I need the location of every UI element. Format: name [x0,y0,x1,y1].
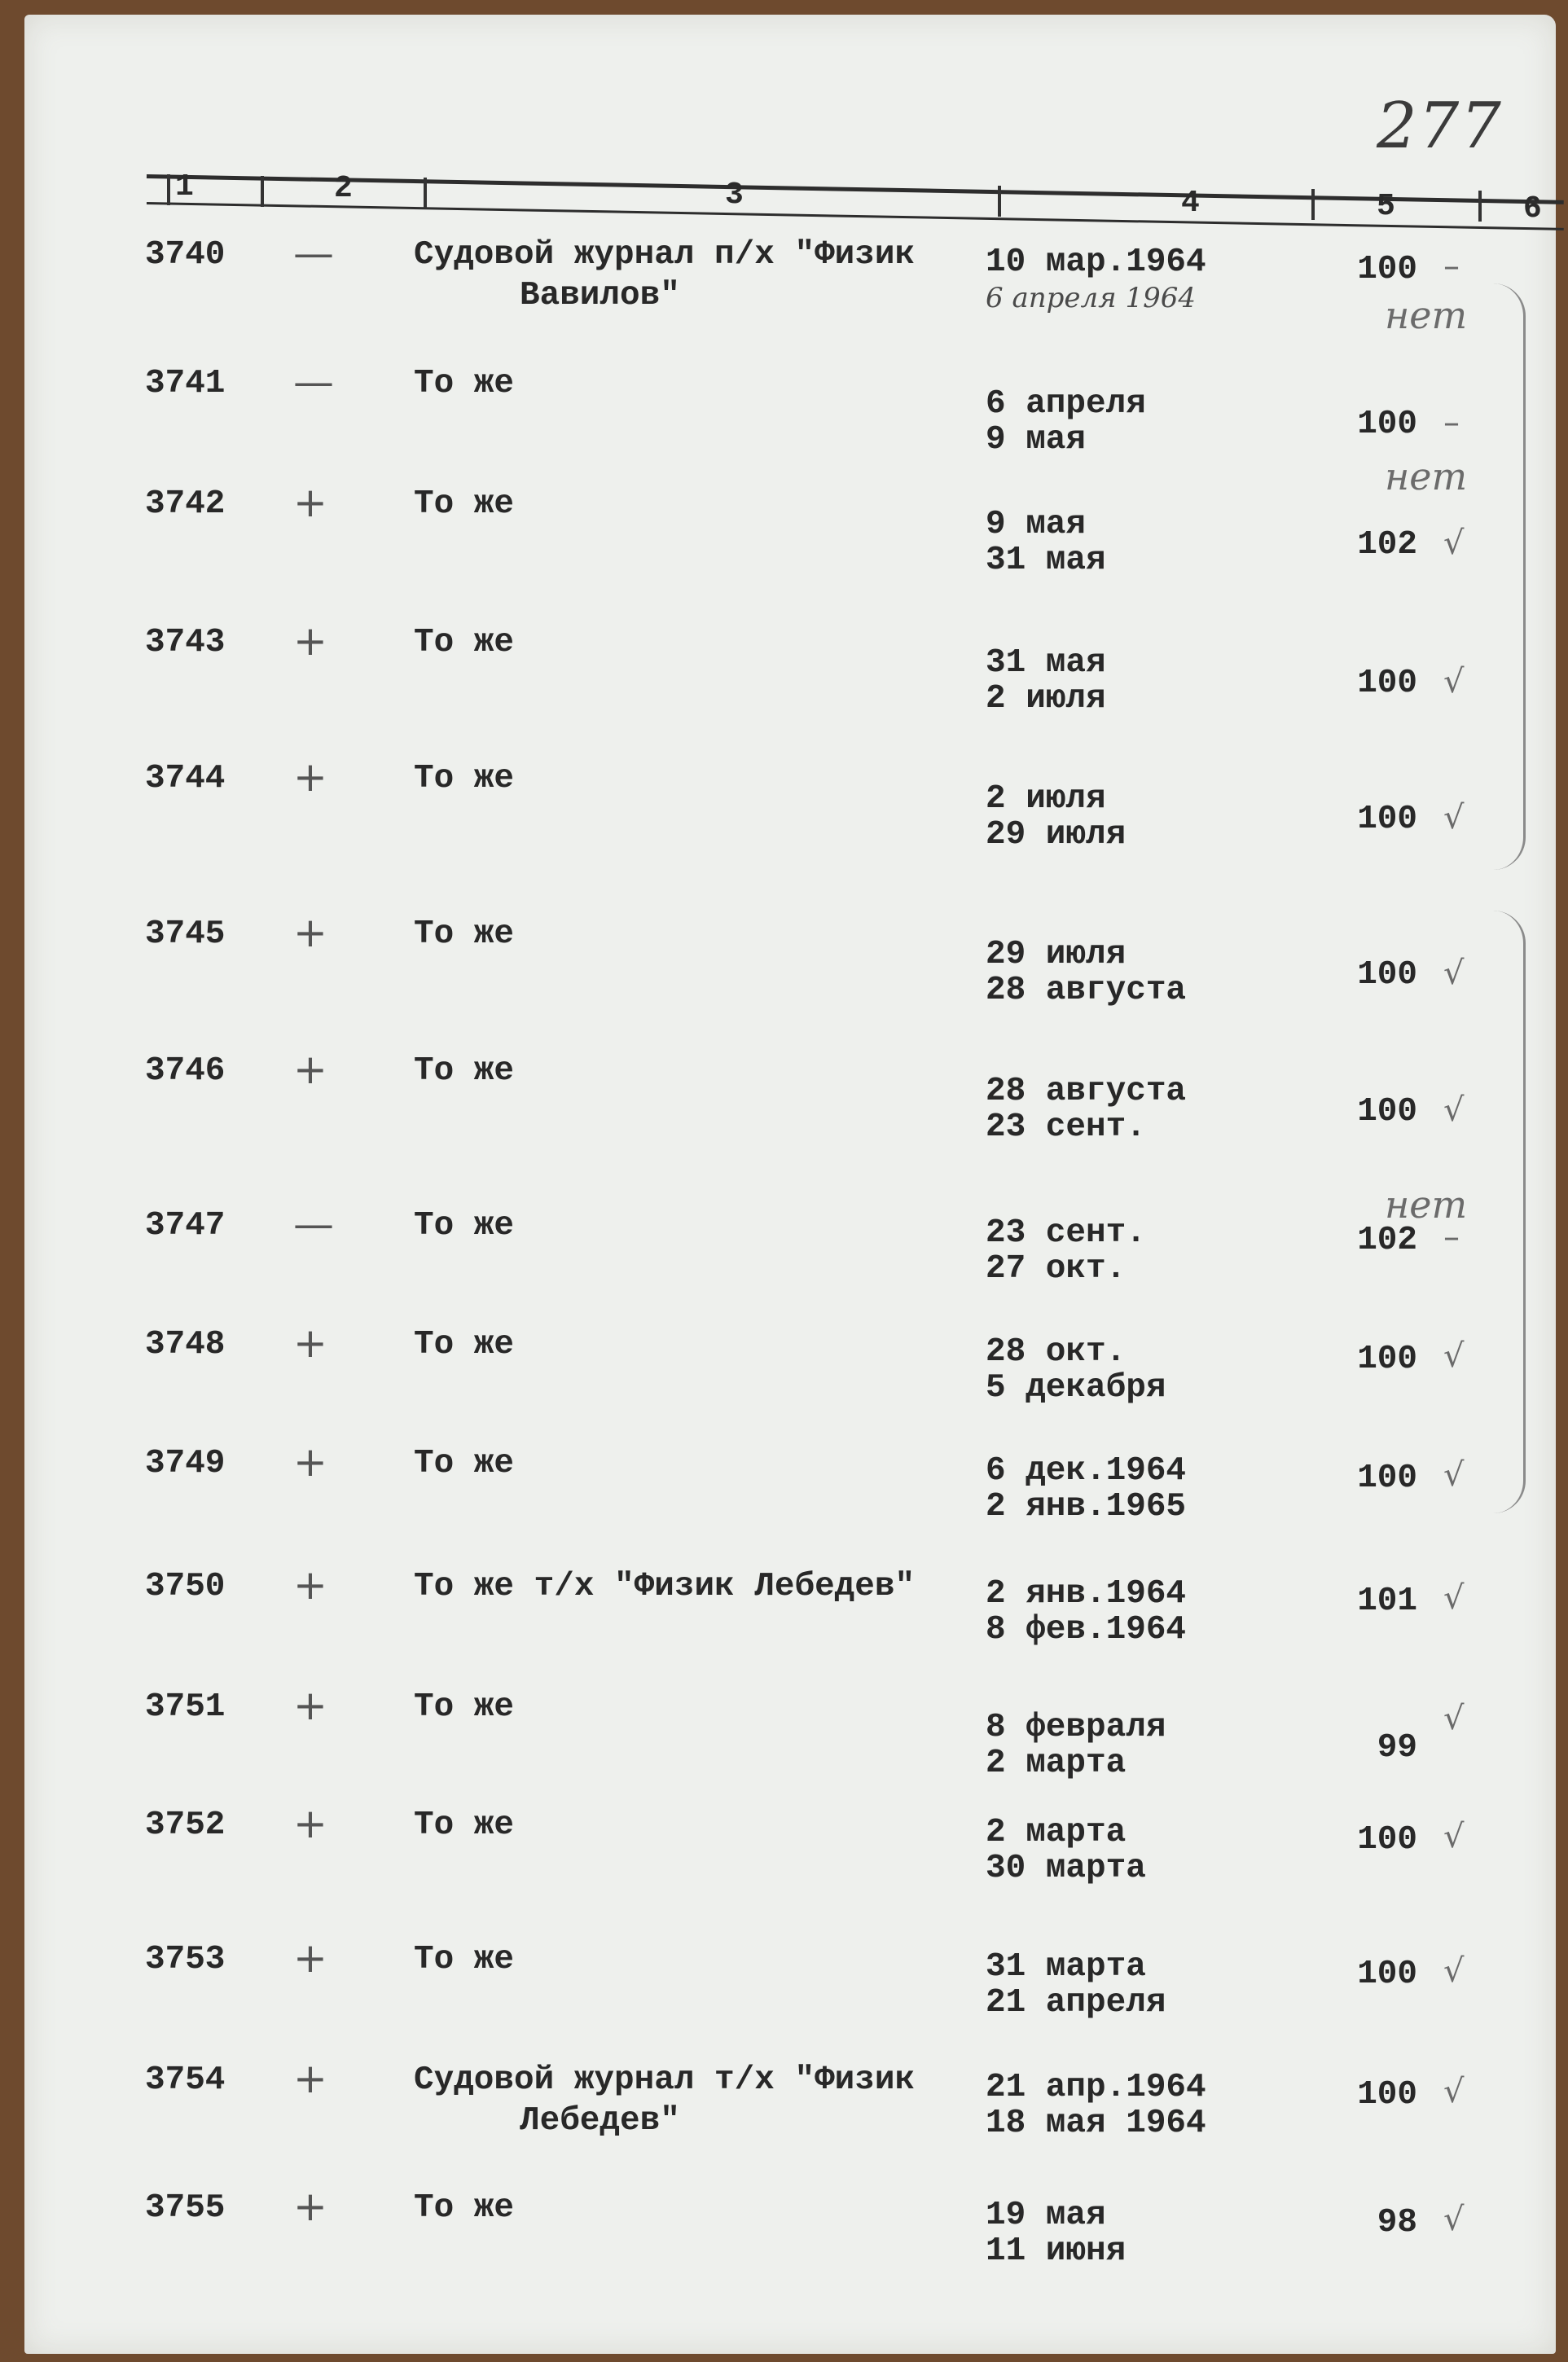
item-dates [986,1949,1166,2021]
date-end: 18 мая 1964 [986,2105,1206,2142]
item-title-line1: Судовой журнал т/х "Физик [414,2061,916,2099]
handwritten-note: нет [1385,1183,1468,1227]
date-start: 21 апр.1964 [986,2069,1206,2106]
date-start: 2 марта [986,1814,1127,1851]
sheet-count: 101 [1357,1583,1417,1620]
sheet-count: 100 [1357,406,1417,443]
check-mark: √ [1443,1337,1465,1375]
item-title [414,365,514,402]
handwritten-note: нет [1385,293,1468,337]
item-dates [986,1815,1146,1886]
item-number: 3745 [145,915,226,953]
presence-mark: + [293,2183,327,2230]
presence-mark: + [293,1800,327,1847]
item-title [414,1807,514,1844]
item-title-line1: То же [414,760,515,797]
document-page [24,15,1556,2354]
item-dates [986,1710,1166,1781]
check-mark: √ [1443,2073,1465,2110]
item-number: 3749 [145,1445,226,1482]
column-divider-tick [261,176,264,207]
presence-mark: + [293,1561,327,1609]
presence-mark: + [293,1438,327,1486]
column-header-5: 5 [1377,189,1395,224]
date-end: 6 апреля 1964 [986,282,1196,314]
check-mark: √ [1443,1091,1465,1129]
item-dates [986,1576,1186,1648]
item-title [414,2189,514,2227]
item-dates [986,937,1186,1008]
date-end: 27 окт. [986,1250,1127,1288]
item-title-line1: То же [414,365,515,402]
date-start: 9 мая [986,506,1087,543]
date-end: 29 июля [986,816,1127,854]
date-start: 2 июля [986,780,1106,818]
item-title [414,1207,514,1245]
date-start: 31 марта [986,1948,1146,1986]
item-title-line2: Вавилов" [520,277,680,314]
presence-mark: + [293,617,327,665]
date-start: 8 февраля [986,1709,1166,1746]
header-rule-top [147,174,1564,204]
column-header-1: 1 [175,169,194,204]
presence-mark: + [293,1682,327,1729]
item-title [414,915,514,953]
item-dates [986,2070,1206,2141]
date-start: 6 дек.1964 [986,1452,1187,1490]
item-number: 3741 [145,365,226,402]
presence-mark: + [293,753,327,801]
item-number: 3752 [145,1807,226,1844]
item-title [414,1052,514,1090]
date-end: 9 мая [986,421,1087,459]
item-title-line1: То же [414,1445,515,1482]
item-dates [986,1453,1186,1525]
presence-mark: — [293,1201,334,1248]
check-mark: – [1443,248,1460,285]
item-title [414,236,915,314]
sheet-count: 100 [1357,1341,1417,1378]
item-title-line1: То же [414,485,515,523]
date-start: 28 августа [986,1073,1187,1110]
check-mark: √ [1443,955,1465,992]
presence-mark: + [293,1319,327,1367]
presence-mark: + [293,2055,327,2102]
item-dates [986,1073,1186,1145]
page-number: 277 [1377,90,1503,163]
item-title-line1: То же [414,915,515,953]
check-mark: – [1443,1218,1460,1256]
item-title [414,760,514,797]
presence-mark: + [293,909,327,956]
date-start: 10 мар.1964 [986,244,1206,281]
margin-bracket-lower [1450,911,1526,1513]
sheet-count: 100 [1357,956,1417,994]
sheet-count: 100 [1357,1821,1417,1859]
date-end: 5 декабря [986,1369,1166,1407]
date-start: 19 мая [986,2197,1106,2234]
column-header-2: 2 [334,171,353,206]
item-number: 3746 [145,1052,226,1090]
date-start: 29 июля [986,936,1127,973]
sheet-count: 100 [1357,251,1417,288]
date-end: 11 июня [986,2232,1127,2270]
date-end: 30 марта [986,1850,1146,1887]
check-mark: √ [1443,1952,1465,1990]
sheet-count: 100 [1357,1093,1417,1131]
column-divider-tick [167,174,170,205]
sheet-count: 102 [1357,526,1417,564]
column-divider-tick [998,186,1001,217]
item-dates [986,1334,1166,1406]
item-dates [986,507,1106,578]
date-end: 2 марта [986,1745,1127,1782]
item-title-line1: То же т/х "Физик Лебедев" [414,1568,916,1605]
date-start: 31 мая [986,644,1106,682]
item-dates [986,386,1146,458]
check-mark: √ [1443,525,1465,562]
check-mark: – [1443,404,1460,441]
item-title-line1: То же [414,624,515,661]
item-number: 3750 [145,1568,226,1605]
item-number: 3744 [145,760,226,797]
item-title-line1: То же [414,1207,515,1245]
column-divider-tick [1478,191,1482,222]
item-title [414,485,514,523]
item-number: 3740 [145,236,226,274]
sheet-count: 98 [1377,2204,1417,2241]
item-number: 3755 [145,2189,226,2227]
item-title [414,1568,915,1605]
date-end: 21 апреля [986,1984,1166,2022]
presence-mark: + [293,1046,327,1093]
item-title-line1: То же [414,2189,515,2227]
item-dates [986,244,1206,316]
item-dates [986,781,1126,853]
header-rule-bottom [147,202,1564,230]
item-title [414,2061,915,2140]
column-header-4: 4 [1181,186,1200,221]
sheet-count: 99 [1377,1729,1417,1767]
date-start: 28 окт. [986,1333,1127,1371]
date-end: 23 сент. [986,1109,1146,1146]
date-start: 2 янв.1964 [986,1575,1187,1613]
check-mark: √ [1443,2201,1465,2238]
check-mark: √ [1443,1818,1465,1855]
item-title [414,1326,514,1363]
column-divider-tick [424,178,427,209]
sheet-count: 100 [1357,1460,1417,1497]
column-divider-tick [1311,189,1315,220]
item-number: 3751 [145,1688,226,1726]
item-title-line1: То же [414,1807,515,1844]
date-end: 28 августа [986,972,1187,1009]
sheet-count: 102 [1357,1222,1417,1259]
column-header-3: 3 [725,178,744,213]
item-number: 3753 [145,1941,226,1978]
item-number: 3754 [145,2061,226,2099]
check-mark: √ [1443,1456,1465,1494]
item-title-line2: Лебедев" [520,2102,680,2140]
date-start: 23 сент. [986,1214,1146,1252]
sheet-count: 100 [1357,1956,1417,1993]
item-number: 3747 [145,1207,226,1245]
check-mark: √ [1443,1579,1465,1617]
date-start: 6 апреля [986,385,1146,423]
item-number: 3743 [145,624,226,661]
item-number: 3742 [145,485,226,523]
item-dates [986,645,1106,717]
item-title-line1: Судовой журнал п/х "Физик [414,236,916,274]
date-end: 2 июля [986,680,1106,718]
presence-mark: — [293,358,334,406]
check-mark: √ [1443,663,1465,700]
item-title [414,624,514,661]
presence-mark: — [293,230,334,277]
handwritten-note: нет [1385,454,1468,498]
date-end: 2 янв.1965 [986,1488,1187,1526]
date-end: 31 мая [986,542,1106,579]
presence-mark: + [293,479,327,526]
sheet-count: 100 [1357,665,1417,702]
item-title [414,1688,514,1726]
sheet-count: 100 [1357,2076,1417,2114]
item-number: 3748 [145,1326,226,1363]
sheet-count: 100 [1357,801,1417,838]
item-title-line1: То же [414,1688,515,1726]
item-title-line1: То же [414,1941,515,1978]
presence-mark: + [293,1934,327,1982]
margin-bracket-upper [1474,283,1526,870]
item-title [414,1445,514,1482]
date-end: 8 фев.1964 [986,1611,1187,1649]
item-dates [986,1215,1146,1287]
item-title-line1: То же [414,1326,515,1363]
column-header-6: 6 [1523,191,1542,226]
item-dates [986,2197,1126,2269]
item-title [414,1941,514,1978]
item-title-line1: То же [414,1052,515,1090]
check-mark: √ [1443,1700,1465,1737]
check-mark: √ [1443,799,1465,836]
